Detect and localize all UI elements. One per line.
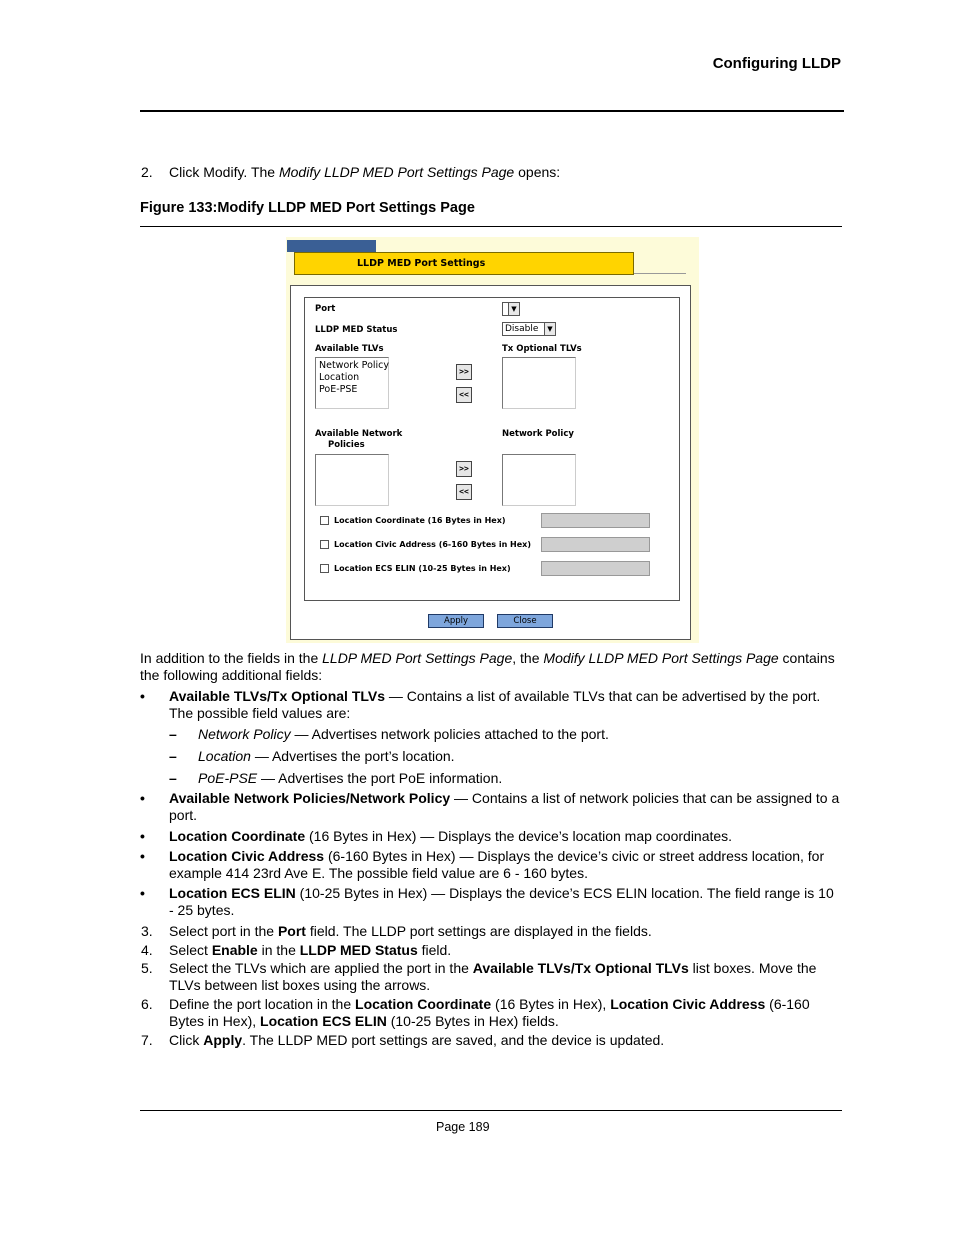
text: Click [169, 1032, 204, 1048]
step-text [169, 1032, 841, 1049]
intro-paragraph [140, 650, 844, 684]
header-rule [140, 110, 844, 112]
list-item[interactable]: PoE-PSE [319, 384, 358, 395]
text: — Advertises the port’s location. [250, 748, 455, 764]
text: (16 Bytes in Hex) — Displays the device’s location map coordinates. [305, 828, 733, 844]
bullet-text [169, 848, 841, 882]
figure-caption: Figure 133:Modify LLDP MED Port Settings Page [140, 200, 475, 216]
text: Select the TLVs which are applied the port in the [169, 960, 473, 976]
text: (16 Bytes in Hex), [491, 996, 611, 1012]
step-text [169, 960, 841, 994]
label-line: Available Network [315, 429, 403, 439]
step-number: 3. [141, 923, 153, 939]
text: opens: [514, 164, 561, 180]
text-bold: Location Civic Address [610, 996, 766, 1012]
dash-text [198, 748, 838, 765]
header-title: Configuring LLDP [712, 55, 841, 72]
text-bold: Location ECS ELIN [169, 885, 296, 901]
network-policy-list[interactable] [502, 454, 576, 506]
panel-title: LLDP MED Port Settings [357, 258, 486, 269]
tx-tlvs-list[interactable] [502, 357, 576, 409]
move-right-button[interactable]: >> [456, 364, 472, 380]
text-bold: Location Coordinate [355, 996, 492, 1012]
text-bold: Location ECS ELIN [260, 1013, 387, 1029]
text: Select [169, 942, 212, 958]
move-left-button[interactable]: << [456, 387, 472, 403]
text: — Advertises the port PoE information. [257, 770, 503, 786]
available-tlvs-label: Available TLVs [315, 344, 384, 354]
loc-ecs-label: Location ECS ELIN (10-25 Bytes in Hex) [334, 564, 511, 573]
available-policies-list[interactable] [315, 454, 389, 506]
dash-mark: – [169, 726, 177, 742]
loc-coord-input[interactable] [541, 513, 650, 528]
text: (6-160 Bytes in Hex), [169, 996, 810, 1029]
text-italic: PoE-PSE [198, 770, 258, 786]
step-number: 4. [141, 942, 153, 958]
loc-ecs-input[interactable] [541, 561, 650, 576]
text-bold: Available TLVs/Tx Optional TLVs [169, 688, 386, 704]
port-label: Port [315, 304, 336, 314]
available-tlvs-list[interactable] [315, 357, 389, 409]
text: (10-25 Bytes in Hex) fields. [386, 1013, 559, 1029]
form-inner-frame [304, 297, 680, 601]
figure-rule [140, 226, 842, 227]
loc-civic-input[interactable] [541, 537, 650, 552]
text: Define the port location in the [169, 996, 356, 1012]
text-italic: Network Policy [198, 726, 291, 742]
text-bold: LLDP MED Status [299, 942, 418, 958]
step-number: 5. [141, 960, 153, 976]
loc-civic-label: Location Civic Address (6-160 Bytes in Hex) [334, 540, 531, 549]
text-bold: Apply [203, 1032, 243, 1048]
page-number: Page 189 [436, 1120, 490, 1134]
dash-text [198, 770, 838, 787]
text: Select port in the [169, 923, 278, 939]
step-number: 7. [141, 1032, 153, 1048]
text: contains the following additional fields: [140, 650, 835, 683]
step-text [169, 923, 841, 940]
label-line: Policies [328, 440, 365, 450]
loc-civic-checkbox[interactable] [320, 540, 329, 549]
panel-tab [287, 240, 376, 252]
list-item[interactable]: Location [319, 372, 360, 383]
text-bold: Available Network Policies/Network Policy [169, 790, 451, 806]
loc-coord-label: Location Coordinate (16 Bytes in Hex) [334, 516, 506, 525]
close-button[interactable]: Close [497, 614, 553, 628]
bullet-text [169, 688, 841, 722]
step-text [169, 996, 841, 1030]
step-number: 6. [141, 996, 153, 1012]
form-outer-frame [290, 285, 691, 640]
text-bold: Location Civic Address [169, 848, 325, 864]
text: In addition to the fields in the [140, 650, 323, 666]
text: . The LLDP MED port settings are saved, and the device is updated. [242, 1032, 665, 1048]
dash-mark: – [169, 748, 177, 764]
network-policy-label: Network Policy [502, 429, 574, 439]
list-item[interactable]: Network Policy [319, 360, 390, 371]
apply-button[interactable]: Apply [428, 614, 484, 628]
text-bold: Location Coordinate [169, 828, 306, 844]
panel-title-bar [294, 252, 634, 275]
loc-coord-checkbox[interactable] [320, 516, 329, 525]
status-label: LLDP MED Status [315, 325, 398, 335]
text-italic: Modify LLDP MED Port Settings Page [278, 164, 515, 180]
status-value: Disable [505, 324, 539, 334]
text: — Advertises network policies attached to the port. [290, 726, 609, 742]
bullet-mark: • [140, 848, 145, 864]
bullet-mark: • [140, 790, 145, 806]
text-italic: Modify LLDP MED Port Settings Page [543, 650, 779, 666]
text: , the [512, 650, 544, 666]
text: — Contains a list of available TLVs that can be advertised by the port. The possible field values are: [169, 688, 821, 721]
loc-ecs-checkbox[interactable] [320, 564, 329, 573]
text-italic: LLDP MED Port Settings Page [322, 650, 513, 666]
text: in the [257, 942, 300, 958]
bullet-text [169, 885, 841, 919]
text-bold: Available TLVs/Tx Optional TLVs [472, 960, 689, 976]
dash-text [198, 726, 838, 743]
text: field. The LLDP port settings are displayed in the fields. [305, 923, 652, 939]
step-number: 2. [141, 164, 153, 180]
policy-move-right-button[interactable]: >> [456, 461, 472, 477]
text: — Contains a list of network policies that can be assigned to a port. [169, 790, 840, 823]
footer-rule [140, 1110, 842, 1111]
bullet-text [169, 828, 841, 845]
text: field. [417, 942, 452, 958]
text-bold: Enable [211, 942, 258, 958]
chevron-down-icon: ▼ [544, 323, 555, 335]
bullet-mark: • [140, 828, 145, 844]
tx-tlvs-label: Tx Optional TLVs [502, 344, 582, 354]
bullet-mark: • [140, 885, 145, 901]
text: Click Modify. The [169, 164, 279, 180]
step-text [169, 164, 841, 181]
bullet-mark: • [140, 688, 145, 704]
text-italic: Location [198, 748, 251, 764]
policy-move-left-button[interactable]: << [456, 484, 472, 500]
chevron-down-icon: ▼ [508, 303, 519, 315]
text: (10-25 Bytes in Hex) — Displays the device’s ECS ELIN location. The field range is 10 - 25 bytes. [169, 885, 834, 918]
text-bold: Port [277, 923, 306, 939]
port-select[interactable] [502, 302, 520, 316]
status-select[interactable] [502, 322, 556, 336]
bullet-text [169, 790, 841, 824]
screenshot-panel [286, 237, 699, 643]
title-divider [634, 273, 686, 274]
step-text [169, 942, 841, 959]
dash-mark: – [169, 770, 177, 786]
text: list boxes. Move the TLVs between list boxes using the arrows. [169, 960, 817, 993]
available-policies-label [315, 429, 402, 451]
text: (6-160 Bytes in Hex) — Displays the device’s civic or street address location, for example 414 23rd Ave E. The possible field value are 6 - 160 bytes. [169, 848, 825, 881]
